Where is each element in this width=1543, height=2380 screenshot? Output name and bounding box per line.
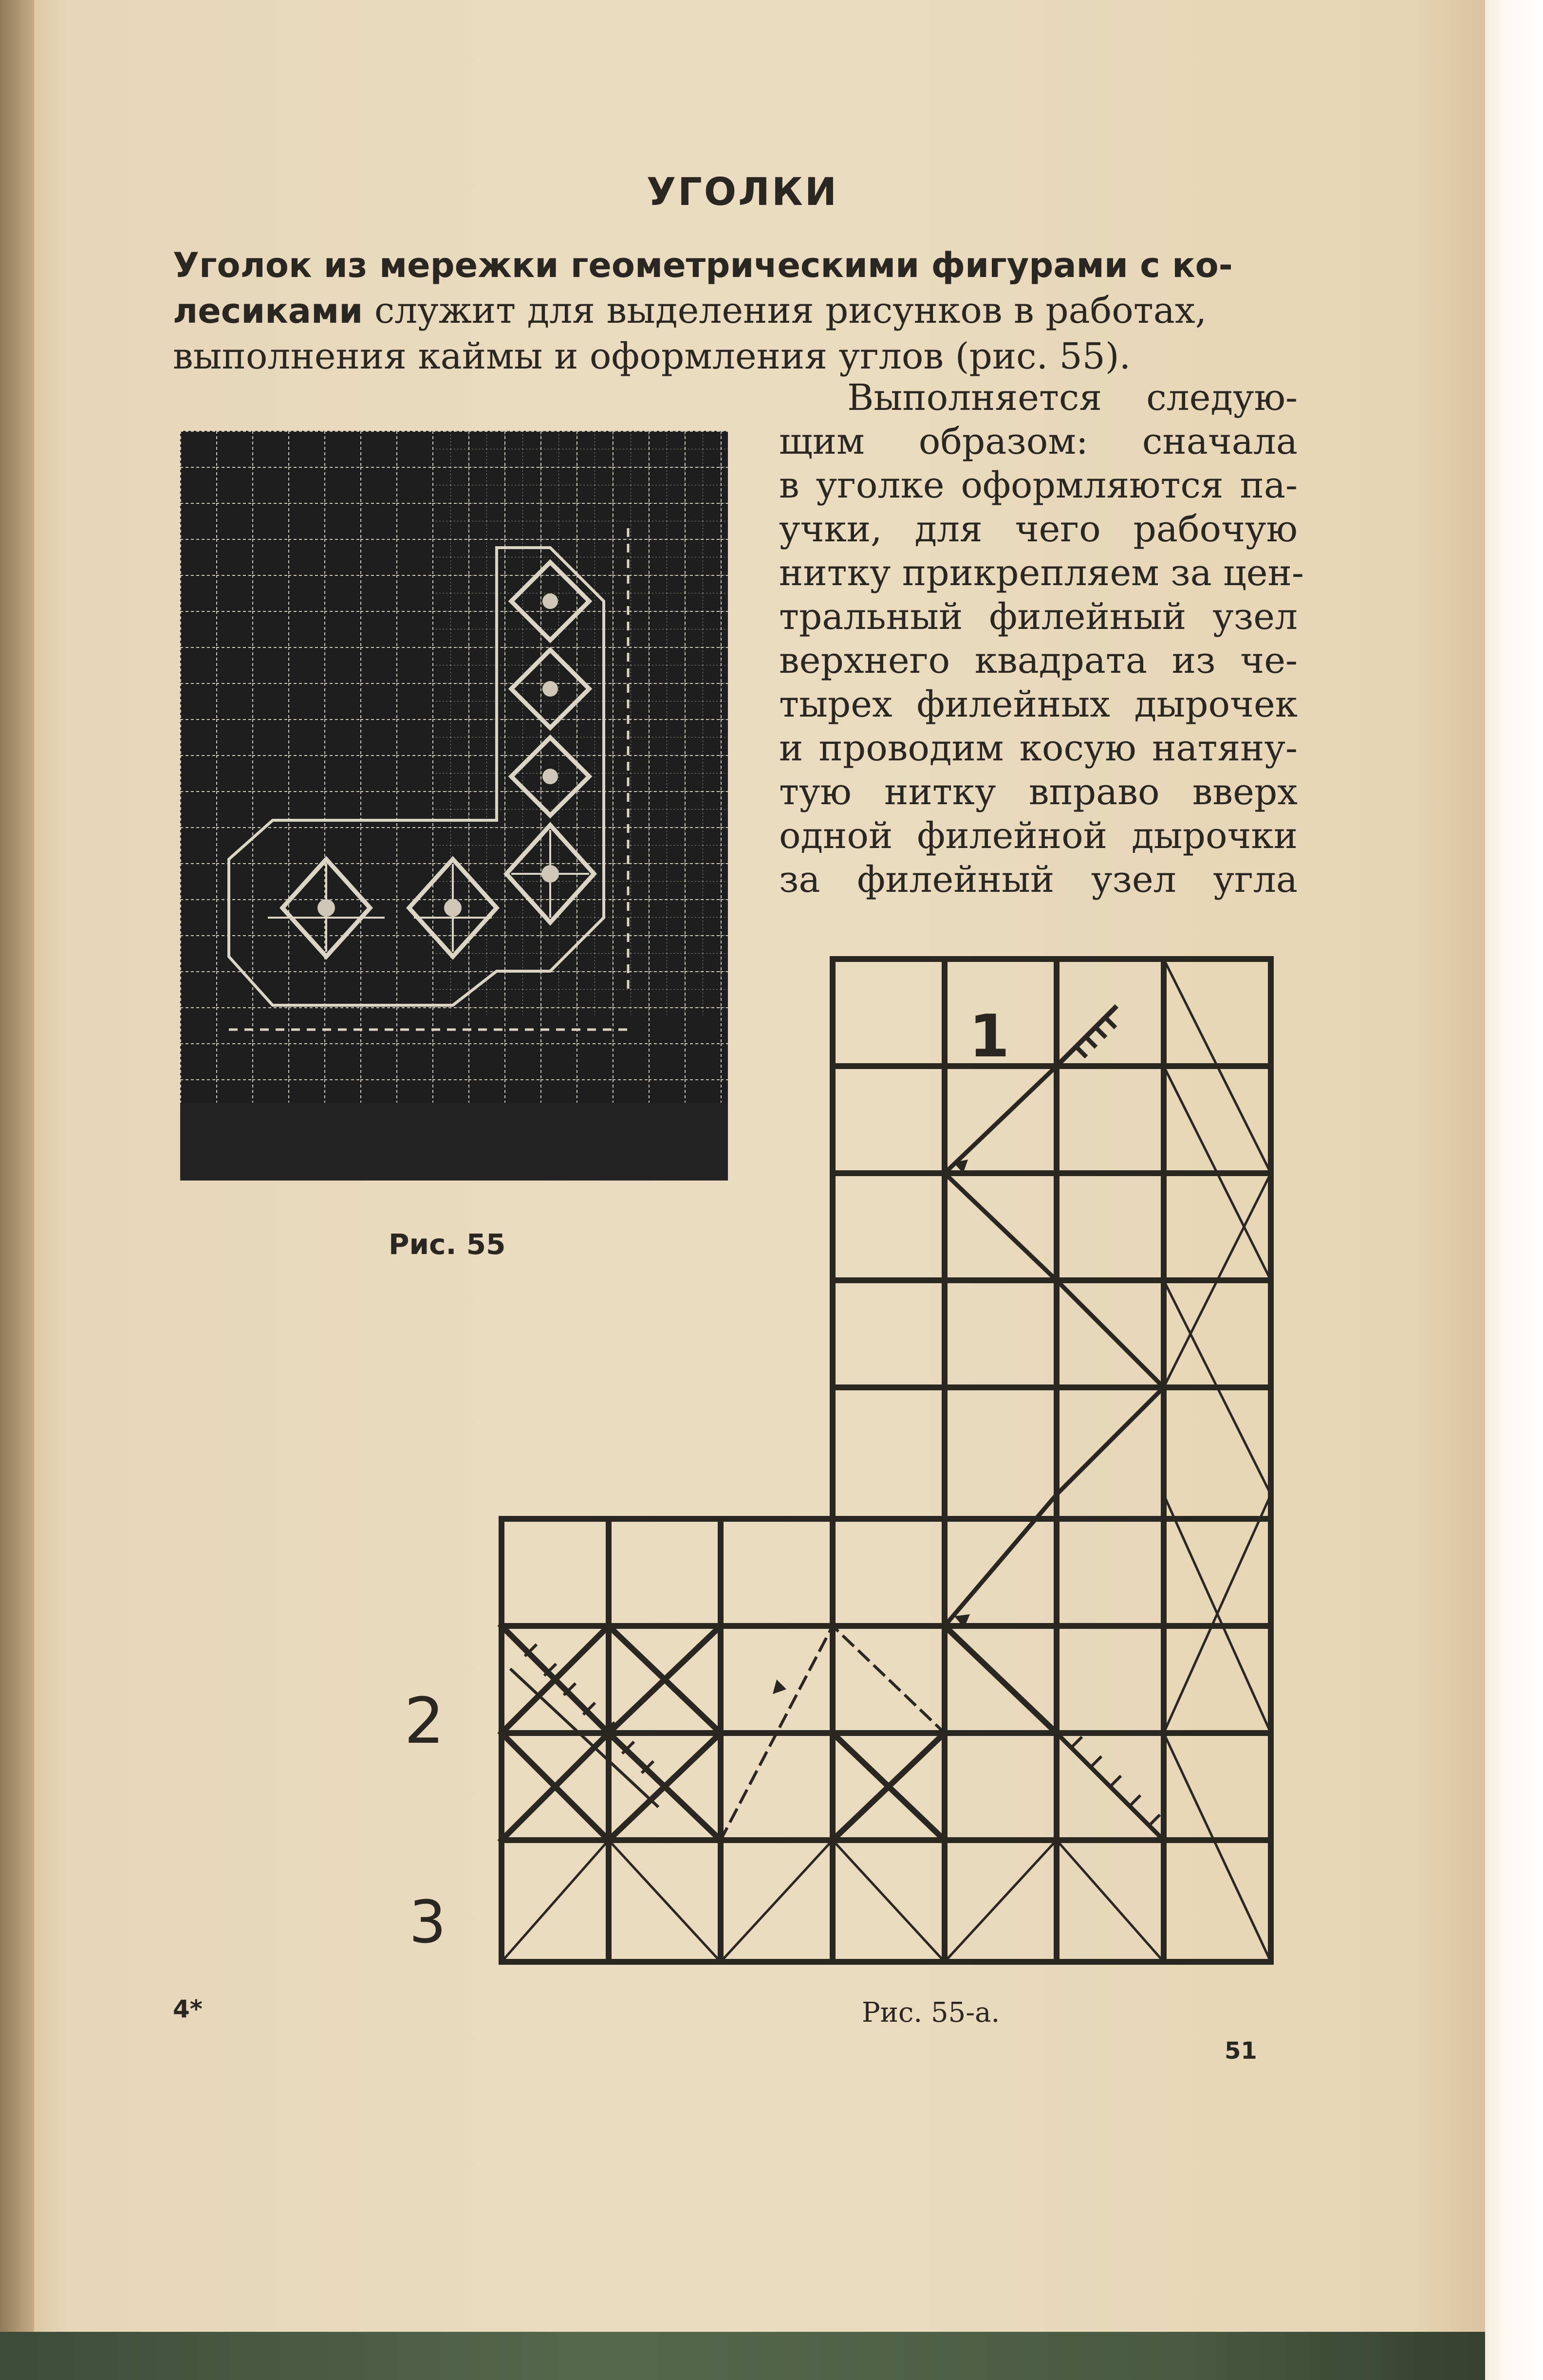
figure-55-caption: Рис. 55 bbox=[389, 1228, 506, 1261]
intro-line-2-bold: лесиками bbox=[173, 291, 363, 331]
figure-55a-caption: Рис. 55-а. bbox=[862, 1997, 1000, 2029]
side-line: тральный филейный узел bbox=[779, 596, 1298, 638]
scan-margin-right bbox=[1485, 0, 1543, 2380]
intro-line-3: выполнения каймы и оформления углов (рис. 55). bbox=[173, 335, 1131, 377]
scan-background-bottom bbox=[0, 2332, 1485, 2380]
side-line: верхнего квадрата из че- bbox=[779, 640, 1298, 682]
side-line: тую нитку вправо вверх bbox=[779, 771, 1298, 813]
side-line: нитку прикрепляем за цен- bbox=[779, 552, 1304, 594]
side-line: одной филейной дырочки bbox=[779, 815, 1298, 857]
intro-line-1: Уголок из мережки геометрическими фигурами с ко- bbox=[173, 245, 1233, 285]
side-line: учки, для чего рабочую bbox=[779, 508, 1298, 550]
diagram-label-3: 3 bbox=[409, 1889, 446, 1956]
book-spine-shadow bbox=[0, 0, 34, 2332]
side-line: в уголке оформляются па- bbox=[779, 464, 1298, 506]
diagram-label-2: 2 bbox=[404, 1684, 445, 1758]
side-line: щим образом: сначала bbox=[779, 421, 1298, 462]
intro-paragraph bbox=[173, 242, 1295, 379]
side-line: тырех филейных дырочек bbox=[779, 683, 1298, 725]
intro-line-2: служит для выделения рисунков в работах, bbox=[363, 290, 1207, 332]
signature-mark: 4* bbox=[173, 1995, 203, 2023]
side-line: и проводим косую натяну- bbox=[779, 727, 1298, 769]
diagram-label-1: 1 bbox=[969, 1003, 1010, 1070]
side-paragraph bbox=[779, 376, 1304, 902]
page-number: 51 bbox=[1225, 2037, 1257, 2065]
side-line: за филейный узел угла bbox=[779, 859, 1298, 901]
side-line: Выполняется следую- bbox=[847, 377, 1298, 419]
page-title: УГОЛКИ bbox=[647, 170, 838, 214]
